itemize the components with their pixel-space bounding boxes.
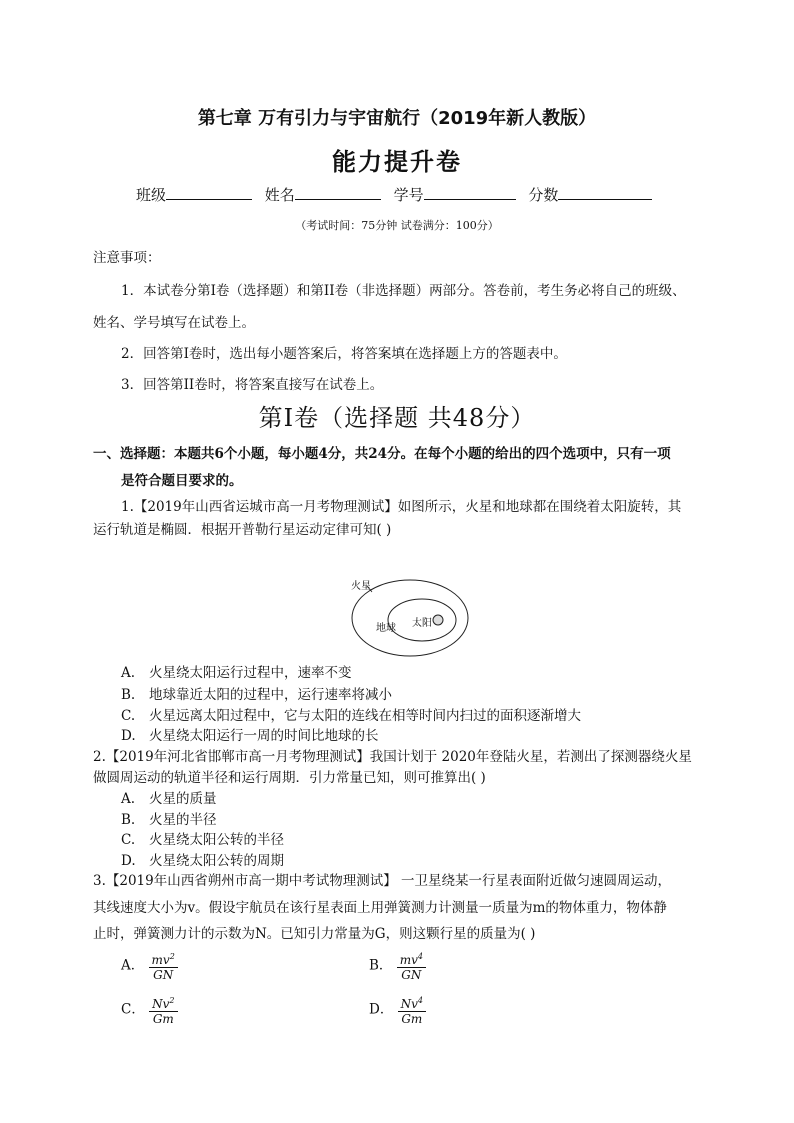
document-title: 第七章 万有引力与宇宙航行（2019年新人教版） [197,108,597,129]
q1-option-d[interactable]: D. 火星绕太阳运行一周的时间比地球的长 [121,728,379,744]
q3-stem-line3: 止时，弹簧测力计的示数为N。已知引力常量为G，则这颗行星的质量为( ) [93,926,536,942]
score-label: 分数 [528,186,559,204]
section-intro-line2: 是符合题目要求的。 [121,473,243,489]
earth-label: 地球 [376,623,396,634]
q3-option-d[interactable]: D． $\frac{Nv^4}{Gm}$ [369,994,426,1026]
sun-label: 太阳 [412,618,432,629]
q3-option-c[interactable]: C． $\frac{Nv^2}{Gm}$ [121,994,178,1026]
q2-stem-line1: 2.【2019年河北省邯郸市高一月考物理测试】我国计划于 2020年登陆火星，若测出了探测器绕火星 [93,749,692,765]
class-label: 班级 [136,186,167,204]
q3-option-d-fraction: $\frac{Nv^4}{Gm}$ [398,994,426,1026]
name-blank [295,185,381,200]
section-title: 第I卷（选择题 共48分） [258,404,536,432]
score-blank [558,185,652,200]
exam-time-info: （考试时间：75分钟 试卷满分：100分） [295,219,499,232]
q1-option-b[interactable]: B. 地球靠近太阳的过程中，运行速率将减小 [121,687,392,703]
mars-label: 火星 [351,581,371,592]
note-item-1-cont: 姓名、学号填写在试卷上。 [93,315,255,331]
note-item-1: 1．本试卷分第I卷（选择题）和第II卷（非选择题）两部分。答卷前，考生务必将自己的班级、 [121,283,686,299]
sun-icon [433,615,443,625]
q1-option-c[interactable]: C. 火星远离太阳过程中，它与太阳的连线在相等时间内扫过的面积逐渐增大 [121,708,581,724]
student-id-blank [424,185,516,200]
q3-option-a-fraction: $\frac{mv^2}{GN}$ [149,950,178,982]
q2-stem-line2: 做圆周运动的轨道半径和运行周期．引力常量已知，则可推算出( ) [93,770,486,786]
q2-option-a[interactable]: A. 火星的质量 [121,791,217,807]
q3-option-c-fraction: $\frac{Nv^2}{Gm}$ [149,994,177,1026]
q3-option-b-fraction: $\frac{mv^4}{GN}$ [397,950,426,982]
note-item-3: 3．回答第II卷时，将答案直接写在试卷上。 [121,377,384,393]
q2-option-c[interactable]: C. 火星绕太阳公转的半径 [121,832,284,848]
note-item-2: 2．回答第I卷时，选出每小题答案后，将答案填在选择题上方的答题表中。 [121,346,567,362]
q1-stem-line1: 1.【2019年山西省运城市高一月考物理测试】如图所示，火星和地球都在围绕着太阳旋转，其 [121,499,682,515]
q2-option-d[interactable]: D. 火星绕太阳公转的周期 [121,853,284,869]
student-info-row [136,184,660,205]
name-label: 姓名 [264,186,295,204]
document-subtitle: 能力提升卷 [332,148,462,176]
q1-stem-line2: 运行轨道是椭圆．根据开普勒行星运动定律可知( ) [93,522,392,538]
notes-heading: 注意事项： [93,250,161,266]
class-blank [166,185,252,200]
q3-option-b[interactable]: B． $\frac{mv^4}{GN}$ [369,950,426,982]
q3-stem-line1: 3.【2019年山西省朔州市高一期中考试物理测试】 一卫星绕某一行星表面附近做匀速圆周运动， [93,873,672,889]
q3-stem-line2: 其线速度大小为v。假设宇航员在该行星表面上用弹簧测力计测量一质量为m的物体重力，物体静 [93,900,667,916]
q2-option-b[interactable]: B. 火星的半径 [121,812,217,828]
section-intro-line1: 一、选择题：本题共6个小题，每小题4分，共24分。在每个小题的给出的四个选项中，只有一项 [93,446,671,462]
student-id-label: 学号 [393,186,424,204]
q1-option-a[interactable]: A. 火星绕太阳运行过程中，速率不变 [121,665,352,681]
q3-option-a[interactable]: A． $\frac{mv^2}{GN}$ [121,950,178,982]
